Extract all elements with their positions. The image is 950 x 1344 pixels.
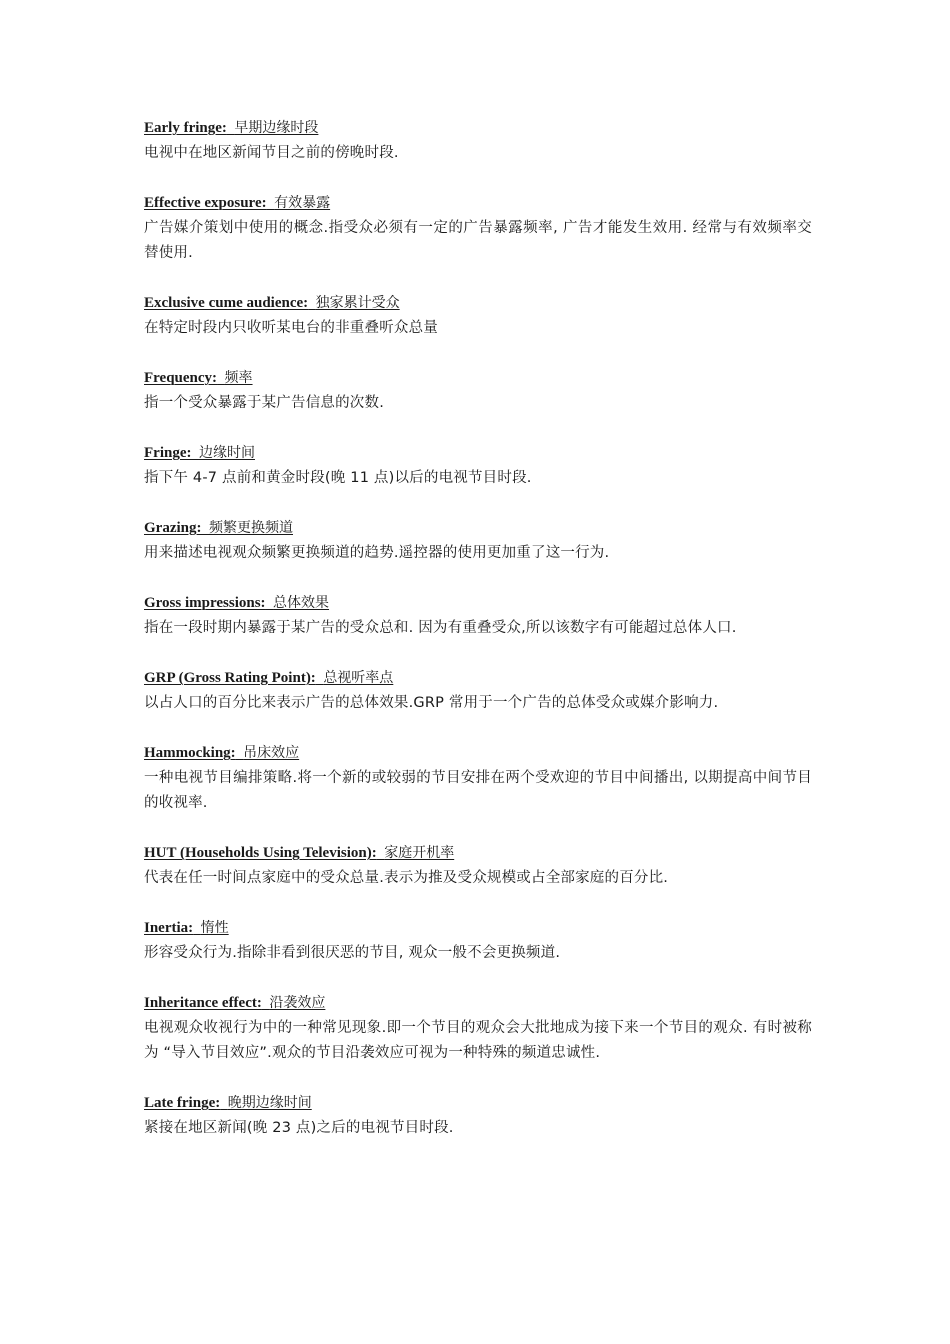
term-english: Fringe:	[144, 445, 192, 461]
term-definition: 广告媒介策划中使用的概念.指受众必须有一定的广告暴露频率, 广告才能发生效用. 经常与有效频率交替使用.	[144, 220, 812, 261]
term-definition: 指在一段时期内暴露于某广告的受众总和. 因为有重叠受众,所以该数字有可能超过总体人口.	[144, 620, 737, 636]
term-english: Gross impressions:	[144, 595, 266, 611]
term-chinese: 边缘时间	[198, 445, 255, 461]
glossary-entry-hammocking	[144, 741, 812, 816]
term-chinese: 频率	[224, 370, 253, 386]
term-heading	[144, 741, 812, 766]
term-heading	[144, 441, 812, 466]
term-chinese: 晚期边缘时间	[227, 1095, 312, 1111]
term-definition: 代表在任一时间点家庭中的受众总量.表示为推及受众规模或占全部家庭的百分比.	[144, 870, 669, 886]
term-heading	[144, 841, 812, 866]
term-chinese: 有效暴露	[274, 195, 331, 211]
term-english: Inertia:	[144, 920, 194, 936]
glossary-entry-grp	[144, 666, 812, 716]
term-definition: 指下午 4-7 点前和黄金时段(晚 11 点)以后的电视节目时段.	[144, 470, 532, 486]
term-english: Exclusive cume audience:	[144, 295, 309, 311]
glossary-entry-inertia	[144, 916, 812, 966]
glossary-entry-frequency	[144, 366, 812, 416]
term-chinese: 早期边缘时段	[234, 120, 319, 136]
glossary-entry-hut	[144, 841, 812, 891]
term-heading	[144, 516, 812, 541]
term-chinese: 频繁更换频道	[209, 520, 293, 536]
term-definition: 电视中在地区新闻节目之前的傍晚时段.	[144, 145, 399, 161]
term-english: GRP (Gross Rating Point):	[144, 670, 316, 686]
term-english: Early fringe:	[144, 120, 227, 136]
term-heading	[144, 116, 812, 141]
glossary-page	[144, 116, 812, 1166]
term-chinese: 吊床效应	[243, 745, 300, 761]
term-english: Late fringe:	[144, 1095, 221, 1111]
term-definition: 指一个受众暴露于某广告信息的次数.	[144, 395, 385, 411]
glossary-entry-early-fringe	[144, 116, 812, 166]
glossary-entry-inheritance-effect	[144, 991, 812, 1066]
term-definition: 紧接在地区新闻(晚 23 点)之后的电视节目时段.	[144, 1120, 454, 1136]
term-english: HUT (Households Using Television):	[144, 845, 377, 861]
term-definition: 一种电视节目编排策略.将一个新的或较弱的节目安排在两个受欢迎的节目中间播出, 以期提高中间节目的收视率.	[144, 770, 812, 811]
term-heading	[144, 591, 812, 616]
term-english: Frequency:	[144, 370, 218, 386]
term-english: Grazing:	[144, 520, 202, 536]
term-chinese: 沿袭效应	[269, 995, 326, 1011]
term-heading	[144, 291, 812, 316]
term-heading	[144, 1091, 812, 1116]
term-heading	[144, 916, 812, 941]
term-chinese: 独家累计受众	[315, 295, 400, 311]
term-definition: 电视观众收视行为中的一种常见现象.即一个节目的观众会大批地成为接下来一个节目的观众. 有时被称为 “导入节目效应”.观众的节目沿袭效应可视为一种特殊的频道忠诚性.	[144, 1020, 812, 1061]
term-heading	[144, 991, 812, 1016]
term-heading	[144, 666, 812, 691]
glossary-entry-late-fringe	[144, 1091, 812, 1141]
term-heading	[144, 366, 812, 391]
glossary-entry-gross-impressions	[144, 591, 812, 641]
glossary-entry-grazing	[144, 516, 812, 566]
term-chinese: 总体效果	[273, 595, 330, 611]
term-english: Hammocking:	[144, 745, 236, 761]
term-definition: 形容受众行为.指除非看到很厌恶的节目, 观众一般不会更换频道.	[144, 945, 561, 961]
term-chinese: 家庭开机率	[384, 845, 455, 861]
term-english: Inheritance effect:	[144, 995, 262, 1011]
glossary-entry-exclusive-cume-audience	[144, 291, 812, 341]
term-definition: 在特定时段内只收听某电台的非重叠听众总量	[144, 320, 438, 336]
term-definition: 以占人口的百分比来表示广告的总体效果.GRP 常用于一个广告的总体受众或媒介影响力.	[144, 695, 719, 711]
glossary-entry-effective-exposure	[144, 191, 812, 266]
term-chinese: 总视听率点	[323, 670, 394, 686]
term-chinese: 惰性	[200, 920, 229, 936]
term-definition: 用来描述电视观众频繁更换频道的趋势.遥控器的使用更加重了这一行为.	[144, 545, 610, 561]
glossary-entry-fringe	[144, 441, 812, 491]
term-english: Effective exposure:	[144, 195, 267, 211]
term-heading	[144, 191, 812, 216]
